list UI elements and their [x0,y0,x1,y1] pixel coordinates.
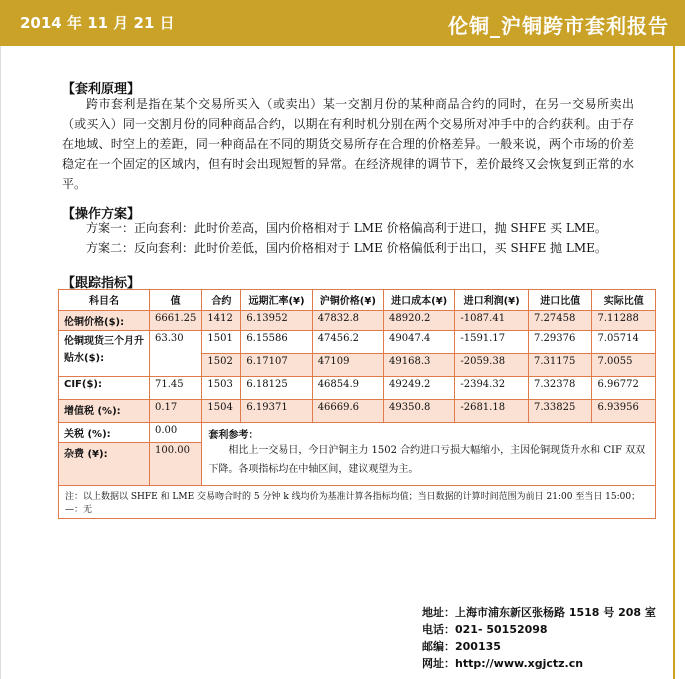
table-row [59,400,656,423]
contact-website[interactable]: 网址：http://www.xgjctz.cn [422,657,584,670]
report-title: 伦铜_沪铜跨市套利报告 [448,14,669,38]
tracking-table [58,289,656,519]
row-value: 0.00 [150,423,202,443]
import-ratio-cell: 7.29376 [528,331,591,354]
contract-cell: 1501 [202,331,241,354]
import-profit-cell: -2394.32 [455,377,529,400]
actual-ratio-cell: 7.11288 [592,311,656,331]
row-value: 100.00 [150,443,202,486]
actual-ratio-cell: 7.0055 [592,354,656,377]
contract-cell: 1502 [202,354,241,377]
import-cost-cell: 48920.2 [384,311,455,331]
import-ratio-cell: 7.33825 [528,400,591,423]
row-label: 伦铜现货三个月升贴水($): [59,331,150,377]
report-date: 2014 年 11 月 21 日 [20,14,175,32]
principle-text-block [62,94,634,194]
row-label: 增值税 (%): [59,400,150,423]
note-text: 相比上一交易日，今日沪铜主力 1502 合约进口亏损大幅缩小，主因伦铜现货升水和 CIF 双双下降。各项指标均在中轴区间，建议观望为主。 [208,445,646,475]
plan-list [62,218,607,258]
shfe-price-cell: 47832.8 [312,311,383,331]
tracking-title: 【跟踪指标】 [62,276,141,291]
principle-title: 【套利原理】 [62,82,141,97]
contact-block [422,604,656,672]
import-profit-cell: -1087.41 [455,311,529,331]
note-title: 套利参考： [208,430,259,441]
plan-title: 【操作方案】 [62,207,141,222]
col-header-name: 科目名 [59,290,150,311]
actual-ratio-cell: 7.05714 [592,331,656,354]
contract-cell: 1504 [202,400,241,423]
table-row [59,311,656,331]
col-header-value: 值 [150,290,202,311]
import-ratio-cell: 7.32378 [528,377,591,400]
import-cost-cell: 49168.3 [384,354,455,377]
row-value: 6661.25 [150,311,202,331]
table-row [59,377,656,400]
row-value: 71.45 [150,377,202,400]
row-label: 杂费 (¥): [59,443,150,486]
import-ratio-cell: 7.27458 [528,311,591,331]
footnote-row [59,486,656,519]
row-value: 63.30 [150,331,202,377]
principle-text: 跨市套利是指在某个交易所买入（或卖出）某一交割月份的某种商品合约的同时，在另一交易所卖出（或买入）同一交割月份的同种商品合约，以期在有利时机分别在两个交易所对冲手中的合约获利。由于存在地域、时空上的差距，同一种商品在不同的期货交易所存在合理的价格差异。一般来说，两个市场的价差稳定在一个固定的区域内，但有时会出现短暂的异常。在经济规律的调节下，差价最终又会恢复到正常的水平。 [62,97,634,191]
row-label: CIF($): [59,377,150,400]
shfe-price-cell: 47109 [312,354,383,377]
col-header-fx: 远期汇率(¥) [241,290,312,311]
import-cost-cell: 49047.4 [384,331,455,354]
col-header-import-cost: 进口成本(¥) [384,290,455,311]
shfe-price-cell: 47456.2 [312,331,383,354]
col-header-import-profit: 进口利润(¥) [455,290,529,311]
import-ratio-cell: 7.31175 [528,354,591,377]
actual-ratio-cell: 6.93956 [592,400,656,423]
row-label: 关税 (%): [59,423,150,443]
fx-cell: 6.18125 [241,377,312,400]
actual-ratio-cell: 6.96772 [592,377,656,400]
shfe-price-cell: 46854.9 [312,377,383,400]
col-header-contract: 合约 [202,290,241,311]
table-row [59,331,656,354]
plan-item-1: 方案一：正向套利：此时价差高，国内价格相对于 LME 价格偏高利于进口，抛 SHFE 买 LME。 [86,221,607,235]
col-header-actual-ratio: 实际比值 [592,290,656,311]
fx-cell: 6.15586 [241,331,312,354]
contract-cell: 1503 [202,377,241,400]
plan-item-2: 方案二：反向套利：此时价差低，国内价格相对于 LME 价格偏低利于出口，买 SHFE 抛 LME。 [86,241,607,255]
import-profit-cell: -1591.17 [455,331,529,354]
row-value: 0.17 [150,400,202,423]
fx-cell: 6.19371 [241,400,312,423]
contact-address: 地址：上海市浦东新区张杨路 1518 号 208 室 [422,606,656,619]
contact-phone: 电话：021- 50152098 [422,623,548,636]
arbitrage-note [202,423,656,486]
import-cost-cell: 49350.8 [384,400,455,423]
report-header [0,0,685,46]
col-header-import-ratio: 进口比值 [528,290,591,311]
contact-postcode: 邮编：200135 [422,640,501,653]
shfe-price-cell: 46669.6 [312,400,383,423]
contract-cell: 1412 [202,311,241,331]
fx-cell: 6.13952 [241,311,312,331]
row-label: 伦铜价格($): [59,311,150,331]
table-footnote: 注：以上数据以 SHFE 和 LME 交易吻合时的 5 分钟 k 线均价为基准计算各指标均值；当日数据的计算时间范围为前日 21:00 至当日 15:00；—：无 [59,486,656,519]
import-profit-cell: -2059.38 [455,354,529,377]
import-profit-cell: -2681.18 [455,400,529,423]
col-header-shfe-price: 沪铜价格(¥) [312,290,383,311]
import-cost-cell: 49249.2 [384,377,455,400]
table-header-row [59,290,656,311]
fx-cell: 6.17107 [241,354,312,377]
table-row [59,423,656,443]
